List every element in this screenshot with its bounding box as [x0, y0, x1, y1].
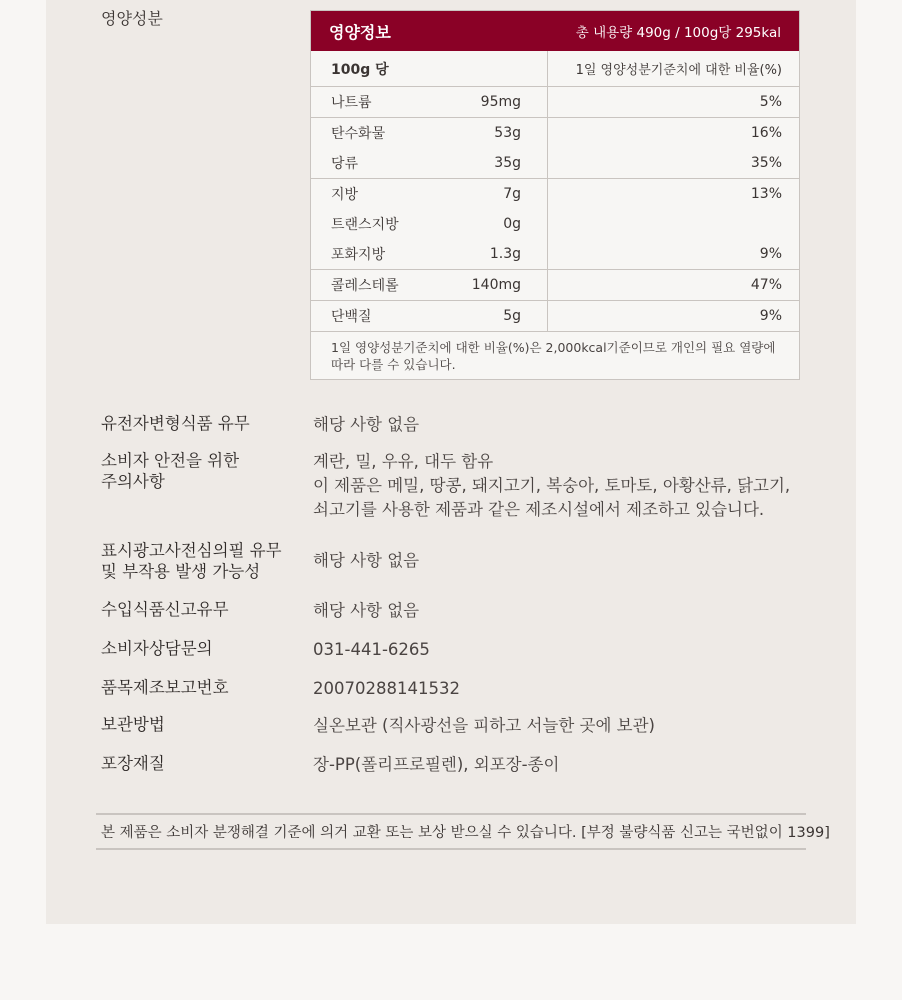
info-label: 소비자 안전을 위한 주의사항	[101, 451, 240, 491]
nutrient-name: 콜레스테롤	[331, 278, 399, 294]
info-label: 소비자상담문의	[101, 639, 213, 658]
nutrient-group	[311, 301, 799, 332]
nutrient-row	[311, 118, 547, 148]
nutrient-pct: 16%	[750, 125, 782, 141]
consumer-notice: 본 제품은 소비자 분쟁해결 기준에 의거 교환 또는 보상 받으실 수 있습니다. [부정 불량식품 신고는 국번없이 1399]	[96, 813, 806, 850]
nutrient-name: 단백질	[331, 309, 372, 325]
nutrient-group	[311, 270, 799, 301]
nutrient-amount: 1.3g	[489, 246, 521, 262]
nutrient-pct: 47%	[750, 277, 782, 293]
nutrient-row	[311, 270, 547, 300]
info-value	[313, 450, 790, 522]
info-value: 031-441-6265	[313, 640, 430, 659]
per-label: 100g 당	[311, 51, 548, 86]
nutrient-name: 당류	[331, 156, 359, 172]
nutrient-pct: 9%	[759, 246, 782, 262]
info-value: 해당 사항 없음	[313, 551, 420, 570]
info-value: 실온보관 (직사광선을 피하고 서늘한 곳에 보관)	[313, 716, 655, 735]
nutrient-amount: 35g	[494, 155, 521, 171]
nutrition-table	[310, 10, 800, 380]
nutrient-name: 탄수화물	[331, 126, 386, 142]
info-label: 유전자변형식품 유무	[101, 414, 250, 433]
nutrient-amount: 5g	[503, 308, 521, 324]
nutrition-title: 영양정보	[329, 22, 391, 42]
nutrient-amount: 140mg	[471, 277, 521, 293]
section-label: 영양성분	[101, 9, 163, 28]
nutrient-pct: 35%	[750, 155, 782, 171]
info-label: 보관방법	[101, 715, 165, 734]
info-value: 해당 사항 없음	[313, 601, 420, 620]
nutrient-row	[311, 87, 547, 117]
info-value-line: 쇠고기를 사용한 제품과 같은 제조시설에서 제조하고 있습니다.	[313, 500, 765, 519]
nutrient-row	[311, 239, 547, 269]
info-value-line: 계란, 밀, 우유, 대두 함유	[313, 452, 494, 471]
nutrient-name: 트랜스지방	[331, 217, 399, 233]
nutrient-row	[311, 179, 547, 209]
nutrient-pct: 9%	[759, 308, 782, 324]
nutrient-pct: 5%	[759, 94, 782, 110]
nutrition-header	[311, 11, 799, 51]
info-value: 20070288141532	[313, 679, 460, 698]
nutrient-name: 지방	[331, 187, 359, 203]
nutrient-row	[311, 209, 547, 239]
info-label: 수입식품신고유무	[101, 600, 229, 619]
nutrient-group	[311, 87, 799, 118]
nutrient-pct: 13%	[750, 186, 782, 202]
nutrient-row	[311, 301, 547, 331]
info-label: 표시광고사전심의필 유무 및 부작용 발생 가능성	[101, 541, 282, 581]
nutrient-group	[311, 118, 799, 179]
nutrition-note: 1일 영양성분기준치에 대한 비율(%)은 2,000kcal기준이므로 개인의 필요 열량에 따라 다를 수 있습니다.	[331, 340, 776, 372]
info-value-line: 이 제품은 메밀, 땅콩, 돼지고기, 복숭아, 토마토, 아황산류, 닭고기,	[313, 476, 791, 495]
nutrient-amount: 53g	[494, 125, 521, 141]
info-value: 장-PP(폴리프로필렌), 외포장-종이	[313, 755, 560, 774]
info-label: 포장재질	[101, 754, 165, 773]
nutrient-group	[311, 179, 799, 270]
nutrient-row	[311, 148, 547, 178]
daily-label: 1일 영양성분기준치에 대한 비율(%)	[575, 63, 782, 78]
nutrition-summary: 총 내용량 490g / 100g당 295kal	[575, 25, 781, 41]
nutrient-amount: 0g	[503, 216, 521, 232]
nutrient-name: 나트륨	[331, 95, 372, 111]
info-value: 해당 사항 없음	[313, 415, 420, 434]
nutrient-name: 포화지방	[331, 247, 386, 263]
nutrient-amount: 7g	[503, 186, 521, 202]
nutrient-amount: 95mg	[480, 94, 521, 110]
info-label: 품목제조보고번호	[101, 678, 229, 697]
nutrition-subheader	[311, 51, 799, 87]
